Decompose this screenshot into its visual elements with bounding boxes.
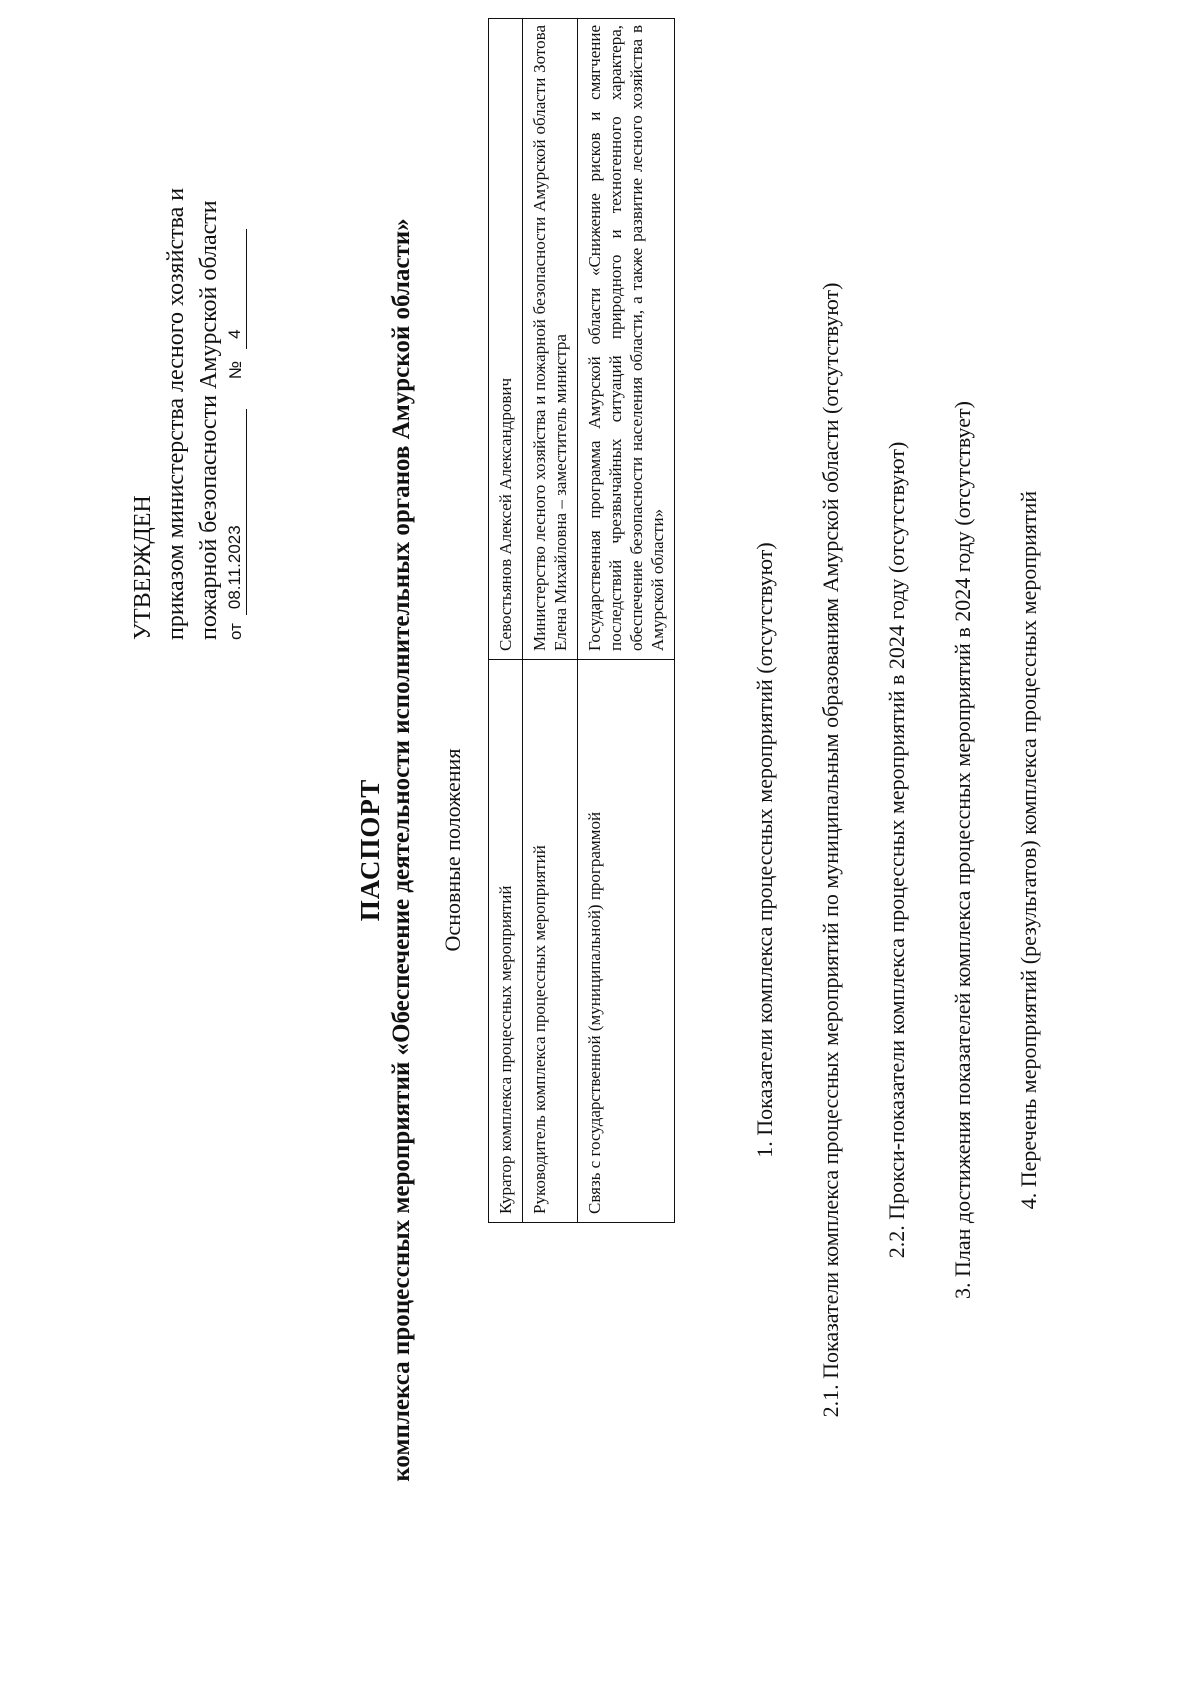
section-heading-2-1: 2.1. Показатели комплекса процессных мероприятий по муниципальным образованиям Амурской области (отсутствуют) [818, 282, 843, 1418]
document-title: ПАСПОРТ [355, 778, 385, 922]
table-row [523, 19, 578, 1223]
table-cell-value: Севостьянов Алексей Александрович [489, 19, 523, 660]
main-provisions-heading: Основные положения [440, 748, 465, 952]
table-cell-key: Куратор комплекса процессных мероприятий [489, 660, 523, 1223]
table-cell-value: Министерство лесного хозяйства и пожарной безопасности Амурской области Зотова Елена Михайловна – заместитель министра [523, 19, 578, 660]
date-label: от [226, 623, 245, 640]
section-heading-4: 4. Перечень мероприятий (результатов) комплекса процессных мероприятий [1016, 490, 1041, 1210]
document-subtitle: комплекса процессных мероприятий «Обеспечение деятельности исполнительных органов Амурской области» [388, 218, 415, 1482]
number-label: № [226, 360, 245, 380]
approval-line-1: приказом министерства лесного хозяйства и [163, 187, 189, 640]
section-heading-1: 1. Показатели комплекса процессных мероприятий (отсутствуют) [752, 542, 777, 1158]
table-cell-key: Руководитель комплекса процессных мероприятий [523, 660, 578, 1223]
section-heading-2-2: 2.2. Прокси-показатели комплекса процессных мероприятий в 2024 году (отсутствуют) [884, 441, 909, 1259]
approval-title: УТВЕРЖДЕН [130, 495, 156, 640]
table-row [578, 19, 675, 1223]
approval-line-2: пожарной безопасности Амурской области [196, 200, 222, 640]
approval-date: 08.11.2023 [224, 409, 247, 615]
approval-date-number [224, 180, 247, 640]
section-heading-3: 3. План достижения показателей комплекса процессных мероприятий в 2024 году (отсутствует) [950, 401, 975, 1299]
main-provisions-table [488, 18, 675, 1223]
table-row [489, 19, 523, 1223]
approval-stamp [127, 180, 247, 640]
table-cell-value: Государственная программа Амурской области «Снижение рисков и смягчение последствий чрезвычайных ситуаций природного и техногенного характера, обеспечение безопасности населения области, а также развитие лесного хозяйства в Амурской области» [578, 19, 675, 660]
approval-number: 4 [224, 229, 247, 349]
table-cell-key: Связь с государственной (муниципальной) программой [578, 660, 675, 1223]
